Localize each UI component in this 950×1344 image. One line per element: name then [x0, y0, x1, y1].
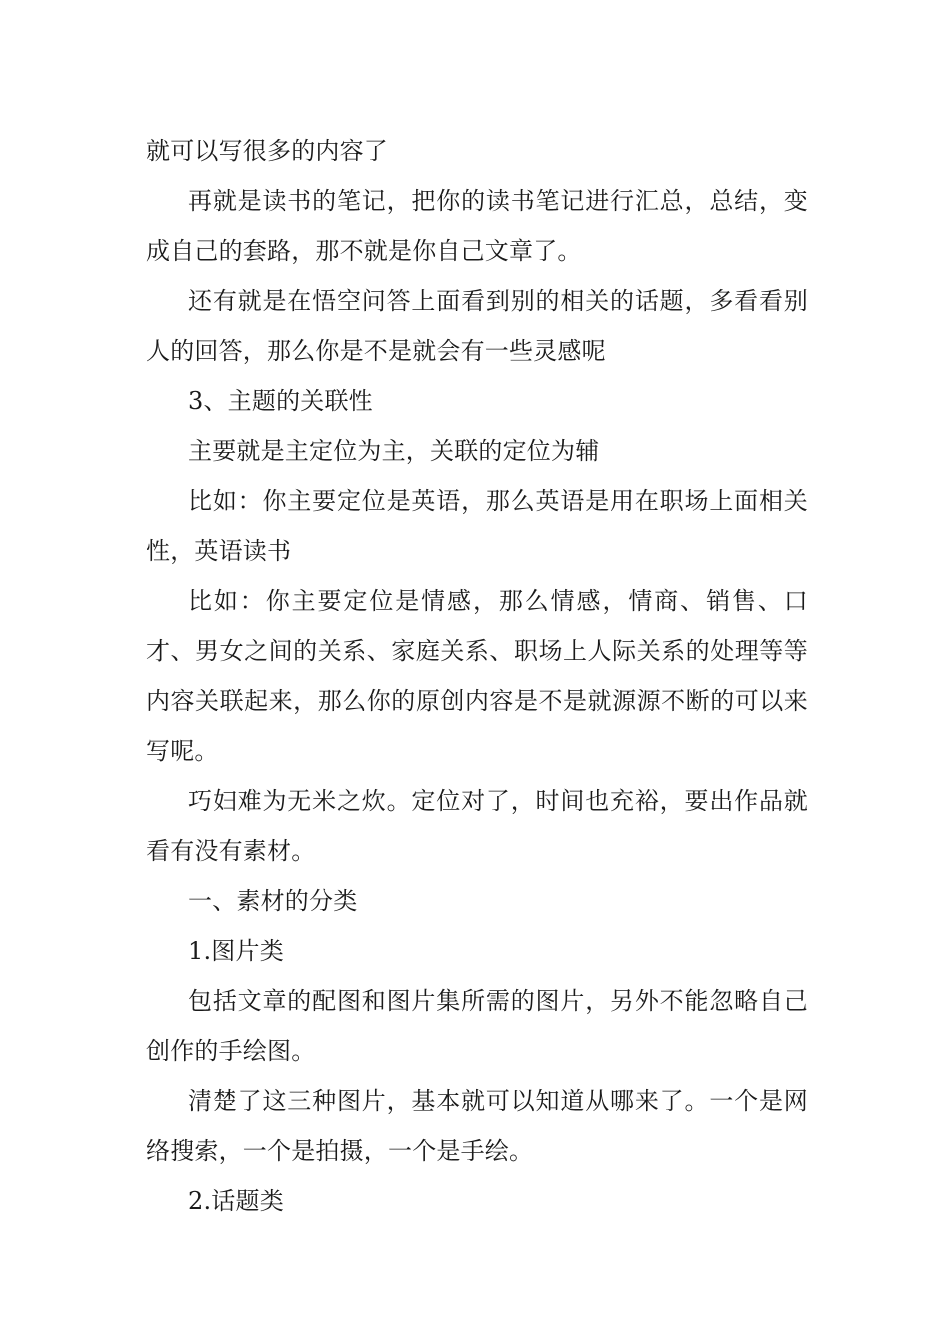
- heading-topic-relevance: 3、主题的关联性: [188, 387, 373, 415]
- paragraph-example-english: 比如：你主要定位是英语，那么英语是用在职场上面相关性，英语读书: [146, 487, 808, 565]
- heading-material-categories: 一、素材的分类: [188, 887, 358, 915]
- paragraph-wukong-qa: 还有就是在悟空问答上面看到别的相关的话题，多看看别人的回答，那么你是不是就会有一些灵感呢: [146, 287, 808, 365]
- paragraph-example-emotion: 比如：你主要定位是情感，那么情感，情商、销售、口才、男女之间的关系、家庭关系、职场上人际关系的处理等等内容关联起来，那么你的原创内容是不是就源源不断的可以来写呢。: [146, 587, 808, 765]
- paragraph-image-sources: 清楚了这三种图片，基本就可以知道从哪来了。一个是网络搜索，一个是拍摄，一个是手绘。: [146, 1087, 808, 1165]
- paragraph-material-intro: 巧妇难为无米之炊。定位对了，时间也充裕，要出作品就看有没有素材。: [146, 787, 808, 865]
- paragraph-image-types: 包括文章的配图和图片集所需的图片，另外不能忽略自己创作的手绘图。: [146, 987, 808, 1065]
- heading-topic-category: 2.话题类: [188, 1187, 284, 1215]
- heading-image-category: 1.图片类: [188, 937, 284, 965]
- paragraph-main-positioning: 主要就是主定位为主，关联的定位为辅: [188, 437, 600, 465]
- document-body: [146, 126, 808, 1226]
- paragraph-continuation: 就可以写很多的内容了: [146, 137, 388, 165]
- paragraph-reading-notes: 再就是读书的笔记，把你的读书笔记进行汇总，总结，变成自己的套路，那不就是你自己文章了。: [146, 187, 808, 265]
